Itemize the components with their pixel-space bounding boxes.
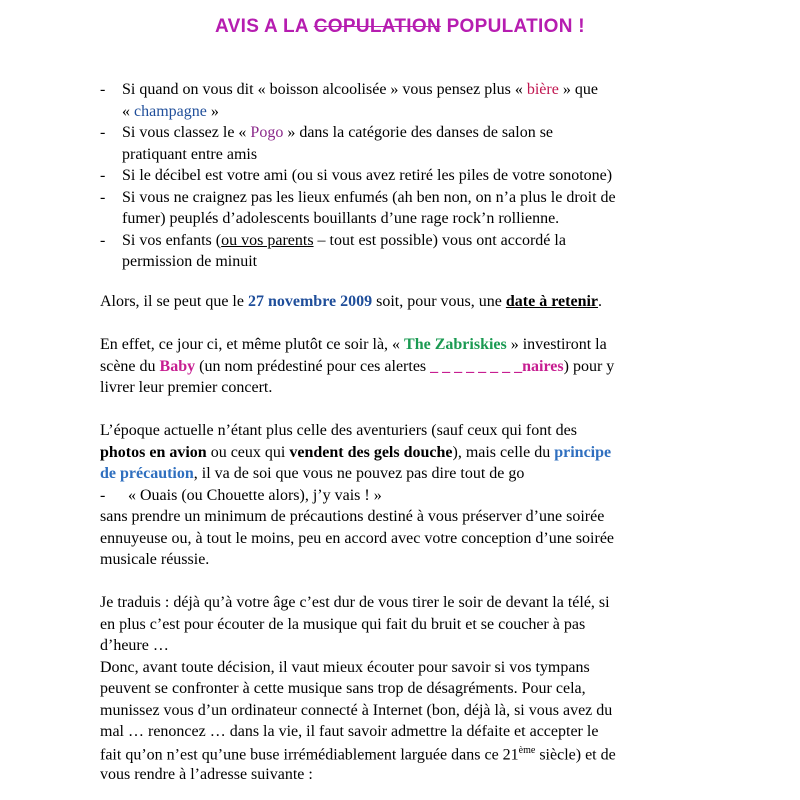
- paragraph-precaution-quote: - « Ouais (ou Chouette alors), j’y vais ! »: [100, 486, 382, 504]
- paragraph-translate-line-7: mal … renoncez … dans la vie, il faut savoir admettre la défaite et accepter le: [100, 723, 599, 740]
- list-dash: -: [100, 167, 106, 184]
- list-text: Si quand on vous dit « boisson alcoolisée » vous pensez plus « bière » que: [122, 81, 598, 98]
- list-text: Si vos enfants (ou vos parents – tout est possible) vous ont accordé la: [122, 231, 566, 249]
- paragraph-precaution-line-2: photos en avion ou ceux qui vendent des gels douche), mais celle du principe: [100, 443, 612, 461]
- title-prefix: AVIS A LA: [215, 16, 309, 37]
- list-dash: -: [100, 124, 106, 141]
- paragraph-band-line-3: livrer leur premier concert.: [100, 379, 273, 396]
- list-text-continued: permission de minuit: [122, 253, 258, 270]
- list-text-continued: pratiquant entre amis: [122, 145, 258, 163]
- list-dash: -: [100, 188, 106, 206]
- paragraph-translate-line-9: vous rendre à l’adresse suivante :: [100, 766, 313, 783]
- paragraph-translate-line-2: en plus c’est pour écouter de la musique qui fait du bruit et se coucher à pas: [100, 615, 586, 633]
- list-text-continued: fumer) peuplés d’adolescents bouillants d’une rage rock’n rollienne.: [122, 210, 560, 227]
- paragraph-translate-line-4: Donc, avant toute décision, il vaut mieux écouter pour savoir si vos tympans: [100, 658, 590, 676]
- title-struck-word: COPULATION: [313, 16, 441, 37]
- list-text: Si vous classez le « Pogo » dans la catégorie des danses de salon se: [122, 124, 554, 141]
- paragraph-precaution-line-1: L’époque actuelle n’étant plus celle des aventuriers (sauf ceux qui font des: [100, 422, 578, 439]
- paragraph-translate-line-3: d’heure …: [100, 637, 169, 654]
- paragraph-translate-line-6: munissez vous d’un ordinateur connecté à Internet (bon, déjà là, si vous avez du: [100, 701, 613, 719]
- paragraph-translate-line-1: Je traduis : déjà qu’à votre âge c’est dur de vous tirer le soir de devant la télé, si: [100, 594, 610, 611]
- paragraph-precaution-line-5: sans prendre un minimum de précautions destiné à vous préserver d’une soirée: [100, 508, 605, 525]
- list-text: Si le décibel est votre ami (ou si vous avez retiré les piles de votre sonotone): [122, 167, 613, 184]
- paragraph-precaution-line-7: musicale réussie.: [100, 551, 210, 568]
- paragraph-precaution-line-3: de précaution, il va de soi que vous ne pouvez pas dire tout de go: [100, 465, 525, 482]
- list-dash: -: [100, 81, 106, 98]
- paragraph-date: Alors, il se peut que le 27 novembre 2009 soit, pour vous, une date à retenir.: [100, 293, 603, 310]
- paragraph-translate-line-8: fait qu’on n’est qu’une buse irrémédiablement larguée dans ce 21ème siècle) et de: [100, 744, 616, 763]
- paragraph-band-line-2: scène du Baby (un nom prédestiné pour ces alertes _ _ _ _ _ _ _ _naires) pour y: [100, 357, 615, 375]
- title-suffix: POPULATION !: [446, 16, 585, 37]
- paragraph-band-line-1: En effet, ce jour ci, et même plutôt ce soir là, « The Zabriskies » investiront la: [100, 336, 607, 353]
- paragraph-translate-line-5: peuvent se confronter à cette musique sans trop de désagréments. Pour cela,: [100, 680, 586, 697]
- paragraph-precaution-line-6: ennuyeuse ou, à tout le moins, peu en accord avec votre conception d’une soirée: [100, 529, 615, 547]
- list-text: Si vous ne craignez pas les lieux enfumés (ah ben non, on n’a plus le droit de: [122, 188, 616, 206]
- page-title: [0, 16, 800, 38]
- list-dash: -: [100, 231, 106, 249]
- band-name: The Zabriskies: [404, 336, 507, 353]
- event-date: 27 novembre 2009: [247, 293, 373, 310]
- date-emphasis: date à retenir: [505, 293, 599, 310]
- list-text-continued: « champagne »: [122, 102, 219, 120]
- venue-name: Baby: [159, 357, 196, 375]
